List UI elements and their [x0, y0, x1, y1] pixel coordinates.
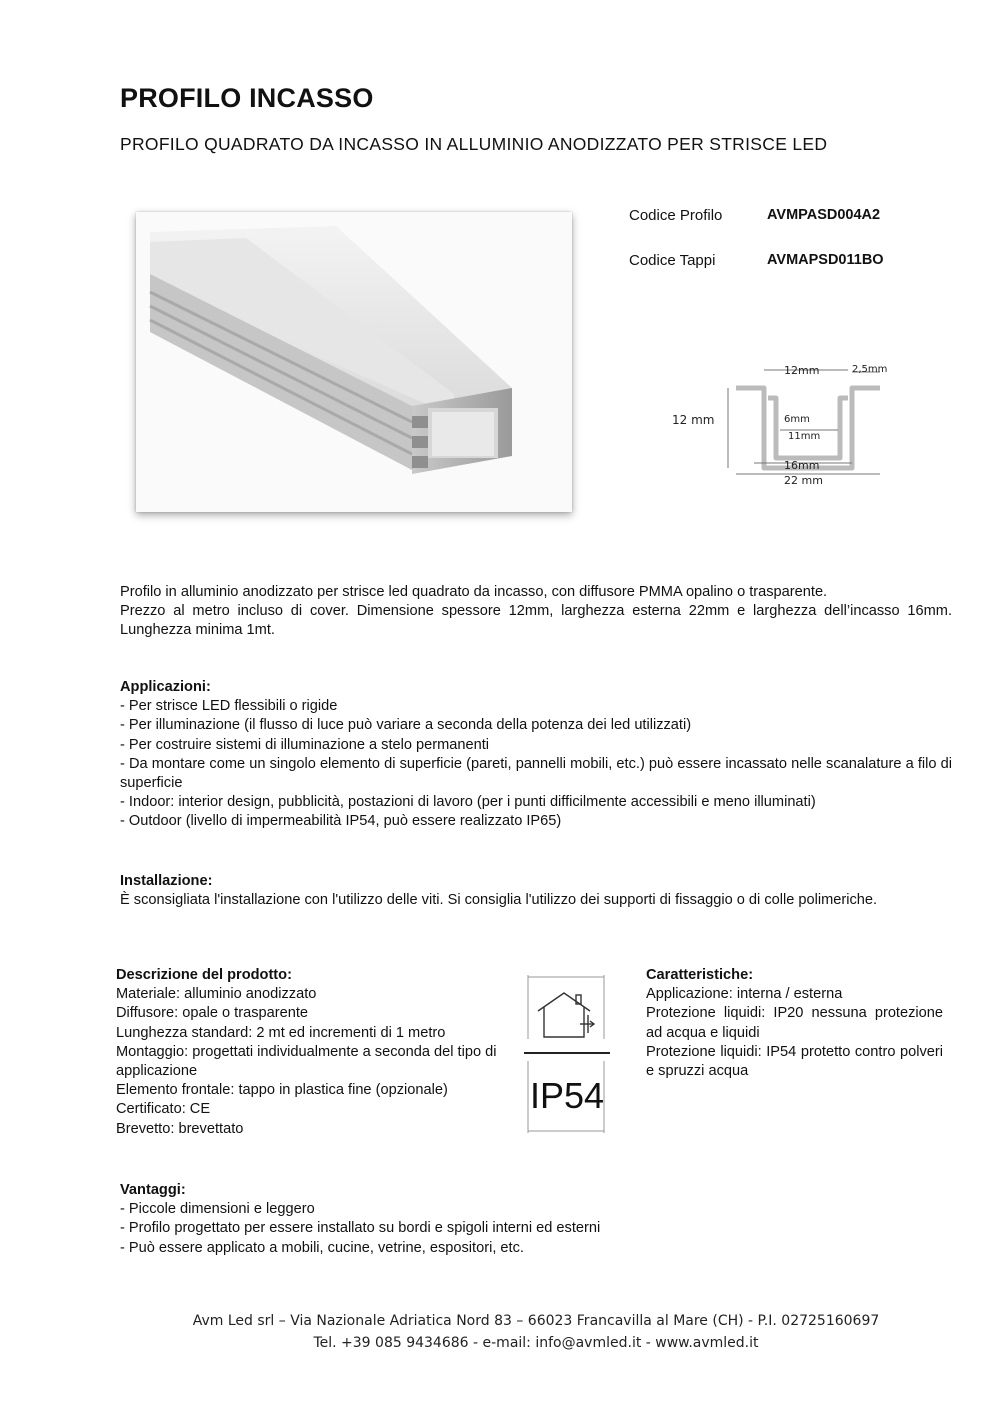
house-icon — [524, 975, 610, 1135]
profile-illustration — [136, 212, 572, 512]
applications-section — [120, 678, 952, 832]
list-item: Applicazione: interna / esterna — [646, 986, 843, 1003]
intro-line: Prezzo al metro incluso di cover. Dimensione spessore 12mm, larghezza esterna 22mm e larghezza dell’incasso 16mm. Lunghezza minima 1mt. — [120, 603, 952, 639]
list-item: - Indoor: interior design, pubblicità, postazioni di lavoro (per i punti difficilmente accessibili e meno illuminati) — [120, 794, 816, 811]
list-item: - Piccole dimensioni e leggero — [120, 1201, 315, 1218]
installation-section — [120, 872, 952, 910]
dim-inner-depth: 6mm — [784, 414, 810, 425]
list-item: - Da montare come un singolo elemento di superficie (pareti, pannelli mobili, etc.) può essere incassato nelle scanalature a filo di superficie — [120, 755, 952, 792]
characteristics-heading: Caratteristiche: — [646, 967, 754, 983]
dim-recess-width: 16mm — [784, 459, 820, 472]
dimension-diagram — [668, 358, 900, 490]
intro-line: Profilo in alluminio anodizzato per strisce led quadrato da incasso, con diffusore PMMA opalino o trasparente. — [120, 584, 828, 600]
intro-paragraph — [120, 583, 952, 641]
list-item: Materiale: alluminio anodizzato — [116, 986, 317, 1003]
dim-height: 12 mm — [672, 413, 715, 427]
product-photo — [136, 212, 572, 512]
installation-heading: Installazione: — [120, 873, 213, 889]
page-footer — [36, 1310, 1000, 1354]
characteristics-section — [646, 966, 943, 1081]
description-heading: Descrizione del prodotto: — [116, 967, 292, 983]
list-item: Protezione liquidi: IP20 nessuna protezione ad acqua e liquidi — [646, 1005, 943, 1041]
profile-code-label: Codice Profilo — [629, 207, 723, 224]
footer-address: Avm Led srl – Via Nazionale Adriatica Nord 83 – 66023 Francavilla al Mare (CH) - P.I. 02725160697 — [192, 1313, 880, 1329]
page-subtitle: PROFILO QUADRATO DA INCASSO IN ALLUMINIO ANODIZZATO PER STRISCE LED — [120, 134, 828, 154]
list-item: - Outdoor (livello di impermeabilità IP54, può essere realizzato IP65) — [120, 813, 562, 830]
dim-top-width: 12mm — [784, 364, 820, 377]
description-section — [116, 966, 516, 1139]
list-item: - Per illuminazione (il flusso di luce può variare a seconda della potenza dei led utilizzati) — [120, 717, 692, 734]
list-item: Montaggio: progettati individualmente a seconda del tipo di applicazione — [116, 1043, 497, 1080]
installation-text: È sconsigliata l'installazione con l'utilizzo delle viti. Si consiglia l'utilizzo dei supporti di fissaggio o di colle polimeriche. — [120, 892, 878, 909]
list-item: - Per costruire sistemi di illuminazione a stelo permanenti — [120, 736, 490, 753]
advantages-section — [120, 1181, 952, 1258]
list-item: - Può essere applicato a mobili, cucine, vetrine, espositori, etc. — [120, 1239, 524, 1256]
list-item: Brevetto: brevettato — [116, 1120, 244, 1137]
profile-code-value: AVMPASD004A2 — [767, 207, 881, 223]
ip-rating-label: IP54 — [529, 1075, 605, 1116]
list-item: Protezione liquidi: IP54 protetto contro polveri e spruzzi acqua — [646, 1043, 943, 1080]
applications-heading: Applicazioni: — [120, 679, 211, 695]
footer-contacts: Tel. +39 085 9434686 - e-mail: info@avmled.it - www.avmled.it — [313, 1335, 759, 1351]
page-title: PROFILO INCASSO — [120, 83, 374, 113]
list-item: Elemento frontale: tappo in plastica fine (opzionale) — [116, 1082, 448, 1099]
list-item: - Per strisce LED flessibili o rigide — [120, 698, 338, 715]
caps-code-value: AVMAPSD011BO — [767, 252, 884, 268]
caps-code-label: Codice Tappi — [629, 252, 716, 269]
list-item: Diffusore: opale o trasparente — [116, 1005, 308, 1022]
dim-inner-width: 11mm — [788, 431, 821, 442]
dim-lip: 2,5mm — [852, 364, 888, 375]
list-item: - Profilo progettato per essere installato su bordi e spigoli interni ed esterni — [120, 1220, 601, 1237]
dim-outer-width: 22 mm — [784, 474, 823, 487]
list-item: Certificato: CE — [116, 1101, 211, 1118]
list-item: Lunghezza standard: 2 mt ed incrementi di 1 metro — [116, 1024, 446, 1041]
advantages-heading: Vantaggi: — [120, 1182, 186, 1198]
ip-rating-badge — [524, 975, 610, 1135]
